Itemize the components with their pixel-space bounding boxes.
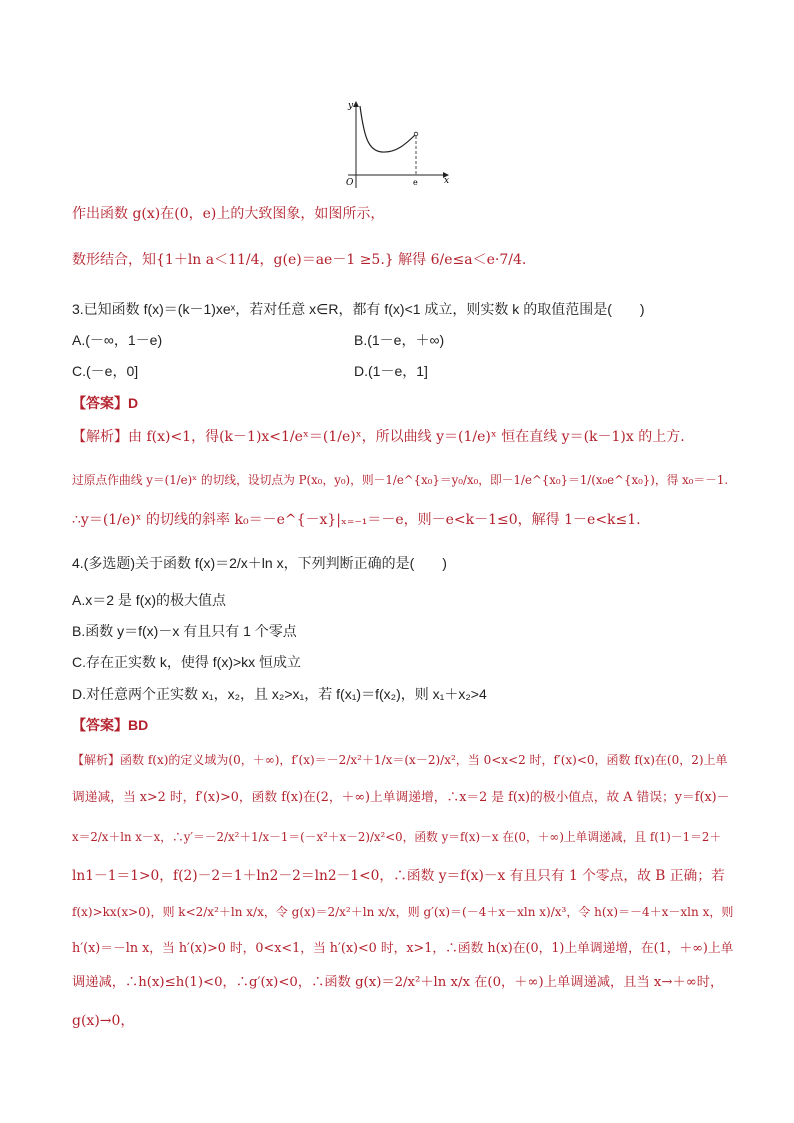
q4-analysis-line-2: 调递减，当 x>2 时，f′(x)>0，函数 f(x)在(2，＋∞)上单调递增，∴x＝2 是 f(x)的极小值点，故 A 错误；y＝f(x)－ (72, 790, 730, 805)
graph-curve (360, 106, 416, 152)
q4-option-a: A.x＝2 是 f(x)的极大值点 (72, 592, 227, 608)
q4-option-c: C.存在正实数 k，使得 f(x)>kx 恒成立 (72, 654, 302, 670)
q4-analysis-line-8: g(x)→0， (72, 1013, 135, 1029)
solution-prev-line-1: 作出函数 g(x)在(0，e)上的大致图象，如图所示， (72, 206, 385, 222)
origin-label: O (346, 178, 354, 188)
q4-analysis-line-3: x＝2/x＋ln x－x，∴y′＝－2/x²＋1/x－1＝(－x²＋x－2)/x²<0，函数 y＝f(x)－x 在(0，＋∞)上单调递减，且 f(1)－1＝2＋ (72, 830, 722, 844)
q4-analysis-line-1: 【解析】函数 f(x)的定义域为(0，＋∞)，f′(x)＝－2/x²＋1/x＝(x－2)/x²，当 0<x<2 时，f′(x)<0，函数 f(x)在(0，2)上单 (72, 753, 728, 767)
q3-option-d: D.(1－e，1] (354, 363, 428, 379)
q3-stem: 3.已知函数 f(x)＝(k－1)xeˣ，若对任意 x∈R，都有 f(x)<1 成立，则实数 k 的取值范围是( ) (72, 301, 645, 317)
q3-option-a: A.(－∞，1－e) (72, 332, 163, 348)
q4-analysis-line-6: h′(x)＝－ln x，当 h′(x)>0 时，0<x<1，当 h′(x)<0 时，x>1，∴函数 h(x)在(0，1)上单调递增，在(1，＋∞)上单 (72, 941, 734, 956)
q4-stem: 4.(多选题)关于函数 f(x)＝2/x＋ln x，下列判断正确的是( ) (72, 555, 447, 571)
q4-analysis-line-4: ln1－1＝1>0，f(2)－2＝1＋ln2－2＝ln2－1<0，∴函数 y＝f(x)－x 有且只有 1 个零点，故 B 正确；若 (72, 868, 725, 884)
q4-analysis-line-7: 调递减，∴h(x)≤h(1)<0，∴g′(x)<0，∴函数 g(x)＝2/x²＋ln x/x 在(0，＋∞)上单调递减，且当 x→＋∞时， (72, 975, 724, 990)
q3-analysis-line-2: 过原点作曲线 y＝(1/e)ˣ 的切线，设切点为 P(x₀，y₀)，则－1/e^{x₀}＝y₀/x₀，即－1/e^{x₀}＝1/(x₀e^{x₀})，得 x₀＝－1. (72, 473, 729, 487)
q4-analysis-line-5: f(x)>kx(x>0)，则 k<2/x²＋ln x/x，令 g(x)＝2/x²＋ln x/x，则 g′(x)＝(－4＋x－xln x)/x³，令 h(x)＝－4＋x－xln x，则 (72, 905, 734, 919)
e-label: e (413, 178, 418, 187)
q3-analysis-line-1: 【解析】由 f(x)<1，得(k－1)x<1/eˣ＝(1/e)ˣ，所以曲线 y＝(1/e)ˣ 恒在直线 y＝(k－1)x 的上方. (72, 429, 685, 445)
q4-option-d: D.对任意两个正实数 x₁，x₂，且 x₂>x₁，若 f(x₁)＝f(x₂)，则 x₁＋x₂>4 (72, 686, 487, 702)
q3-analysis-line-3: ∴y＝(1/e)ˣ 的切线的斜率 k₀＝－e^{－x}|ₓ₌₋₁＝－e，则－e<k－1≤0，解得 1－e<k≤1. (72, 512, 641, 528)
solution-prev-line-2: 数形结合，知{1＋ln a＜11/4，g(e)＝ae－1 ≥5.} 解得 6/e≤a＜e·7/4. (72, 252, 527, 268)
q3-option-c: C.(－e，0] (72, 363, 139, 379)
q4-answer: 【答案】BD (72, 717, 149, 733)
q3-option-b: B.(1－e，＋∞) (354, 332, 445, 348)
x-axis-label: x (444, 176, 450, 186)
q4-option-b: B.函数 y＝f(x)－x 有且只有 1 个零点 (72, 623, 297, 639)
function-graph-figure (336, 96, 456, 192)
open-endpoint (414, 132, 418, 136)
y-axis-label: y (348, 101, 354, 111)
q3-answer: 【答案】D (72, 395, 139, 411)
